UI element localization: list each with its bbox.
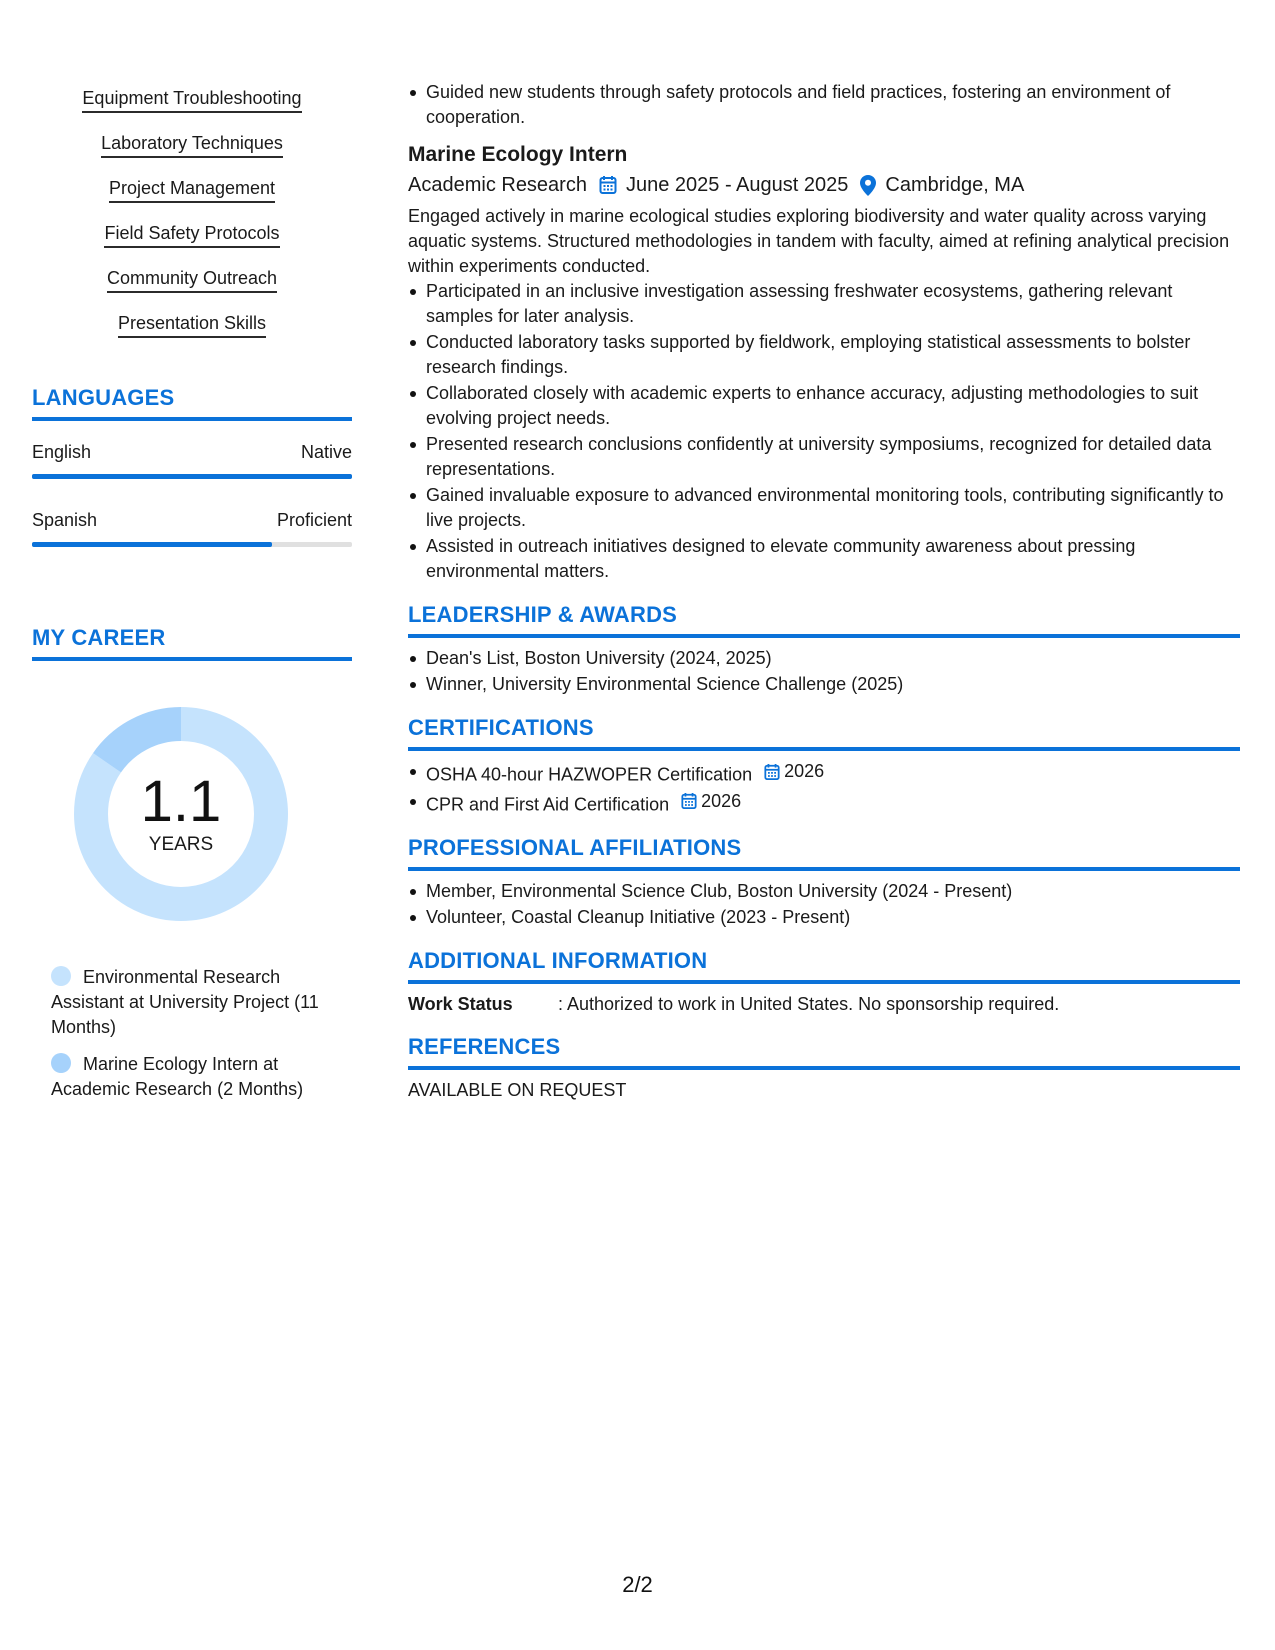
skill-item: Equipment Troubleshooting (82, 87, 301, 113)
references-heading: REFERENCES (408, 1034, 561, 1059)
references-section (408, 1034, 1240, 1102)
carryover-bullets (408, 80, 1240, 130)
section-rule (32, 417, 352, 421)
certifications-section (408, 715, 1240, 817)
left-column (32, 80, 352, 1114)
language-level: Native (300, 442, 352, 462)
job-meta (408, 172, 1240, 198)
bullet-item: Conducted laboratory tasks supported by fieldwork, employing statistical assessments to bolster research findings. (426, 330, 1240, 380)
additional-info-heading: ADDITIONAL INFORMATION (408, 948, 708, 973)
certification-item (426, 789, 1240, 818)
skill-item: Laboratory Techniques (101, 132, 283, 158)
award-item: Winner, University Environmental Science Challenge (2025) (426, 672, 1240, 697)
section-rule (408, 1066, 1240, 1070)
bullet-item: Guided new students through safety protocols and field practices, fostering an environment of cooperation. (426, 80, 1240, 130)
language-item (32, 509, 352, 547)
location-pin-icon (860, 175, 876, 196)
right-column (408, 80, 1240, 1102)
language-bar (32, 474, 352, 479)
bullet-item: Collaborated closely with academic experts to enhance accuracy, adjusting methodologies to suit evolving project needs. (426, 381, 1240, 431)
language-name: English (32, 442, 92, 462)
skill-item: Project Management (109, 177, 275, 203)
job-company: Academic Research (408, 174, 587, 196)
languages-section (32, 385, 352, 547)
languages-heading: LANGUAGES (32, 385, 175, 410)
bullet-item: Participated in an inclusive investigation assessing freshwater ecosystems, gathering relevant samples for later analysis. (426, 279, 1240, 329)
skills-list (32, 87, 352, 357)
legend-label: Marine Ecology Intern at Academic Research (2 Months) (51, 1054, 304, 1099)
certification-name: CPR and First Aid Certification (426, 794, 670, 814)
job-entry (408, 142, 1240, 584)
language-item (32, 441, 352, 479)
affiliations-heading: PROFESSIONAL AFFILIATIONS (408, 835, 742, 860)
work-status-value: : Authorized to work in United States. No sponsorship required. (558, 994, 1060, 1014)
language-name: Spanish (32, 510, 98, 530)
affiliation-item: Member, Environmental Science Club, Boston University (2024 - Present) (426, 879, 1240, 904)
language-bar (32, 542, 352, 547)
section-rule (408, 634, 1240, 638)
certification-date: 2026 (701, 790, 742, 811)
bullet-item: Assisted in outreach initiatives designed to elevate community awareness about pressing environmental matters. (426, 534, 1240, 584)
certification-item (426, 759, 1240, 788)
references-text: AVAILABLE ON REQUEST (408, 1080, 627, 1100)
language-bar-fill (32, 474, 352, 479)
certifications-heading: CERTIFICATIONS (408, 715, 594, 740)
affiliations-section (408, 835, 1240, 930)
legend-item (51, 1052, 341, 1102)
career-total-value: 1.1 (140, 769, 222, 834)
calendar-icon (764, 763, 780, 781)
job-description: Engaged actively in marine ecological studies exploring biodiversity and water quality across varying aquatic systems. Structured methodologies in tandem with faculty, aimed at refining analytical precision within experiments conducted. (408, 206, 1230, 276)
legend-item (51, 965, 341, 1040)
work-status-label: Work Status (408, 994, 513, 1014)
legend-label: Environmental Research Assistant at University Project (11 Months) (51, 967, 319, 1037)
section-rule (408, 747, 1240, 751)
work-status-row (408, 992, 1240, 1016)
calendar-icon (681, 792, 697, 810)
career-donut-chart (66, 699, 296, 929)
bullet-item: Gained invaluable exposure to advanced environmental monitoring tools, contributing significantly to live projects. (426, 483, 1240, 533)
additional-info-section (408, 948, 1240, 1016)
job-dates: June 2025 - August 2025 (625, 174, 849, 196)
certification-date: 2026 (784, 761, 825, 781)
job-title: Marine Ecology Intern (408, 143, 628, 166)
awards-heading: LEADERSHIP & AWARDS (408, 602, 678, 627)
bullet-item: Presented research conclusions confidently at university symposiums, recognized for detailed data representations. (426, 432, 1240, 482)
job-bullets (408, 279, 1240, 584)
calendar-icon (599, 175, 617, 195)
skill-item: Presentation Skills (118, 312, 266, 338)
certification-name: OSHA 40-hour HAZWOPER Certification (426, 764, 753, 785)
career-section (32, 625, 352, 1102)
section-rule (408, 867, 1240, 871)
career-legend (51, 965, 341, 1102)
page-number: 2/2 (622, 1572, 653, 1597)
career-total-unit: YEARS (148, 834, 214, 855)
language-bar-fill (32, 542, 272, 547)
job-location: Cambridge, MA (885, 174, 1025, 196)
legend-dot (51, 966, 71, 986)
skill-item: Field Safety Protocols (104, 222, 279, 248)
language-level: Proficient (276, 510, 352, 530)
skill-item: Community Outreach (107, 267, 277, 293)
affiliation-item: Volunteer, Coastal Cleanup Initiative (2023 - Present) (426, 905, 1240, 930)
section-rule (408, 980, 1240, 984)
legend-dot (51, 1053, 71, 1073)
awards-section (408, 602, 1240, 697)
career-heading: MY CAREER (32, 625, 166, 650)
award-item: Dean's List, Boston University (2024, 2025) (426, 646, 1240, 671)
section-rule (32, 657, 352, 661)
